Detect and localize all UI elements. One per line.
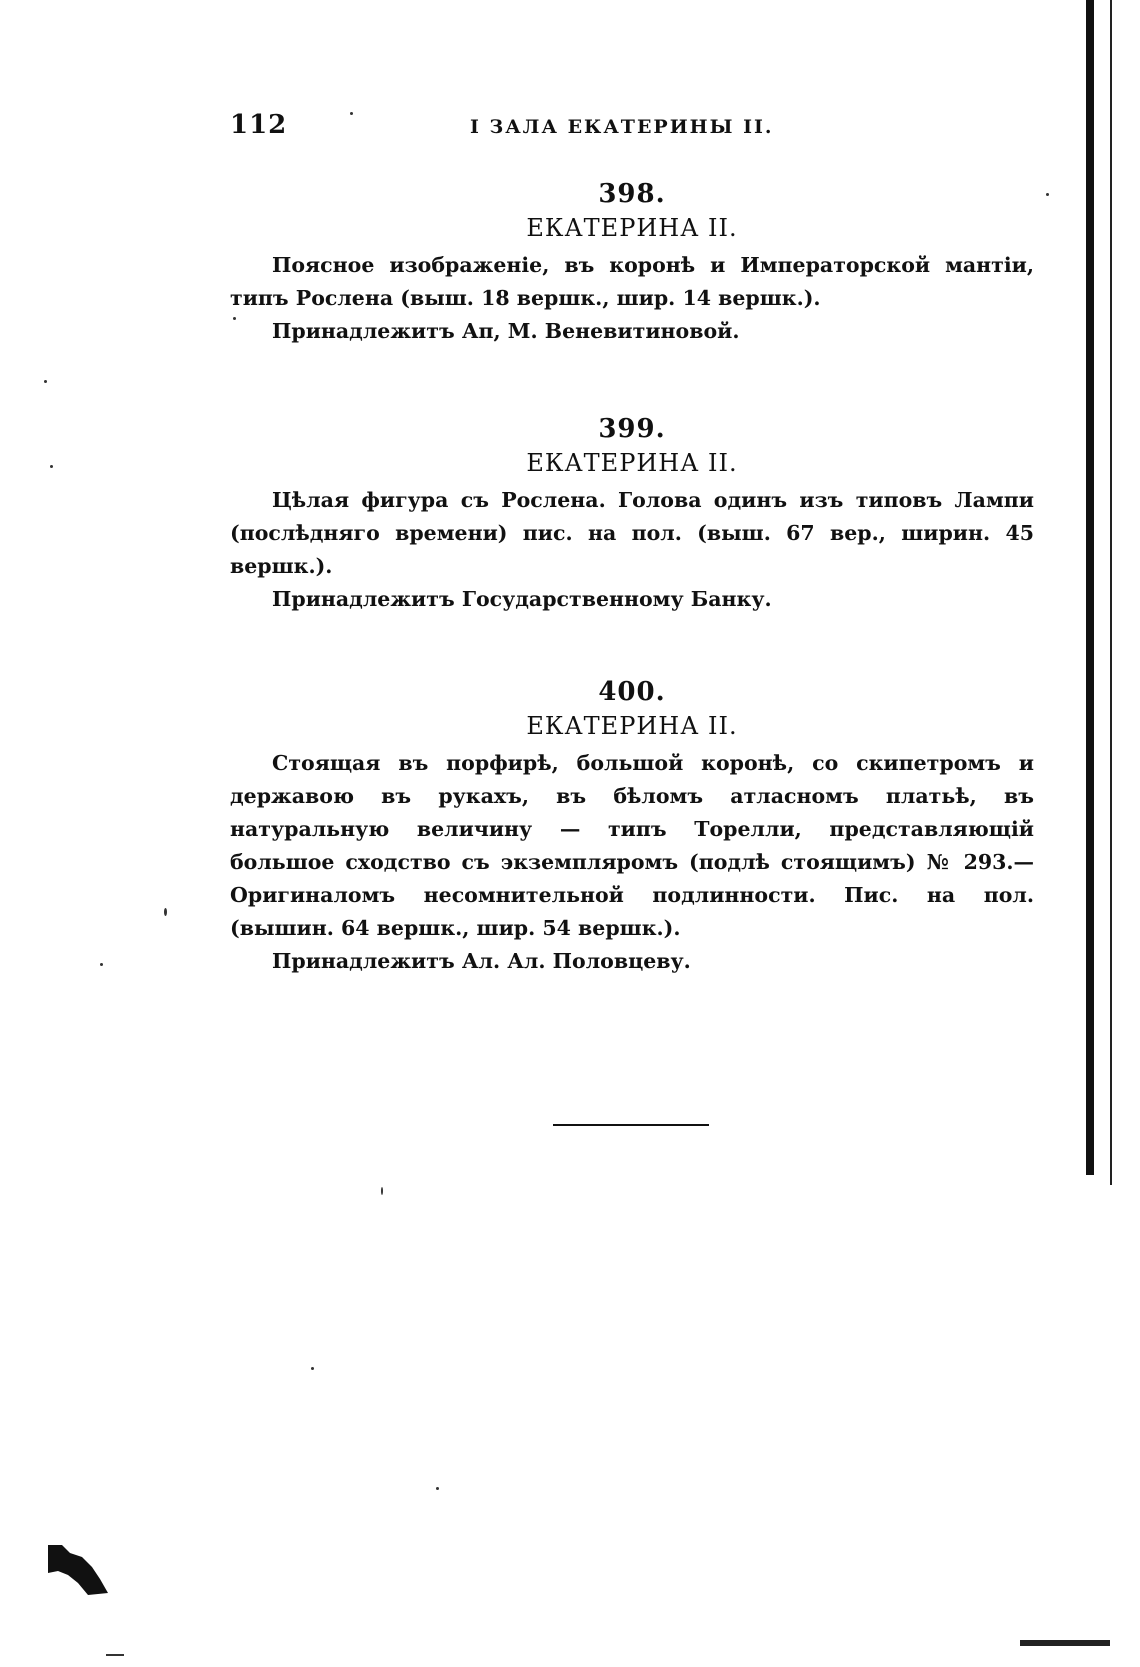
speck: [311, 1367, 314, 1370]
page-number: 112: [230, 110, 288, 140]
entry-owner: Принадлежитъ Ал. Ал. Половцеву.: [272, 949, 691, 973]
bottom-scan-rule: [1020, 1640, 1110, 1646]
entry-owner: Принадлежитъ Государственному Банку.: [272, 587, 772, 611]
entry-owner: Принадлежитъ Ап, М. Веневитиновой.: [272, 319, 740, 343]
running-head: [230, 110, 1040, 150]
entry-description: Цѣлая фигура съ Рослена. Голова одинъ изъ типовъ Лампи (послѣдняго времени) пис. на пол. (выш. 67 вер., ширин. 45 вершк.).: [230, 488, 1034, 578]
entry-title: ЕКАТЕРИНА II.: [526, 214, 738, 242]
entry-number: 398.: [598, 179, 666, 209]
entry-description: Стоящая въ порфирѣ, большой коронѣ, со скипетромъ и державою въ рукахъ, въ бѣломъ атласномъ платьѣ, въ натуральную величину — типъ Торелли, представляющій большое сходство съ экземпляромъ (подлѣ стоящимъ) № 293.—Оригиналомъ несомнительной подлинности. Пис. на пол. (вышин. 64 вершк., шир. 54 вершк.).: [230, 751, 1034, 940]
entry-description: Поясное изображеніе, въ коронѣ и Императорской мантіи, типъ Рослена (выш. 18 вершк., шир. 14 вершк.).: [230, 253, 1034, 310]
page-edge-shadow: [1086, 0, 1094, 1175]
speck: [436, 1487, 439, 1490]
bottom-scan-dash: [106, 1654, 124, 1656]
entry-title: ЕКАТЕРИНА II.: [526, 449, 738, 477]
speck: [44, 380, 47, 383]
catalog-entry: [230, 412, 1034, 616]
catalog-entry: [230, 675, 1034, 978]
corner-scan-mark: [48, 1545, 108, 1595]
section-end-rule: [553, 1124, 709, 1126]
catalog-entry: [230, 177, 1034, 348]
speck: [50, 465, 53, 468]
section-title: I ЗАЛА ЕКАТЕРИНЫ II.: [470, 116, 774, 138]
entry-number: 400.: [598, 677, 666, 707]
speck: [381, 1187, 383, 1195]
speck: [100, 963, 103, 966]
entry-title: ЕКАТЕРИНА II.: [526, 712, 738, 740]
speck: [164, 908, 167, 916]
page-edge-line: [1110, 0, 1112, 1185]
speck: [1046, 193, 1049, 196]
entry-number: 399.: [598, 414, 666, 444]
